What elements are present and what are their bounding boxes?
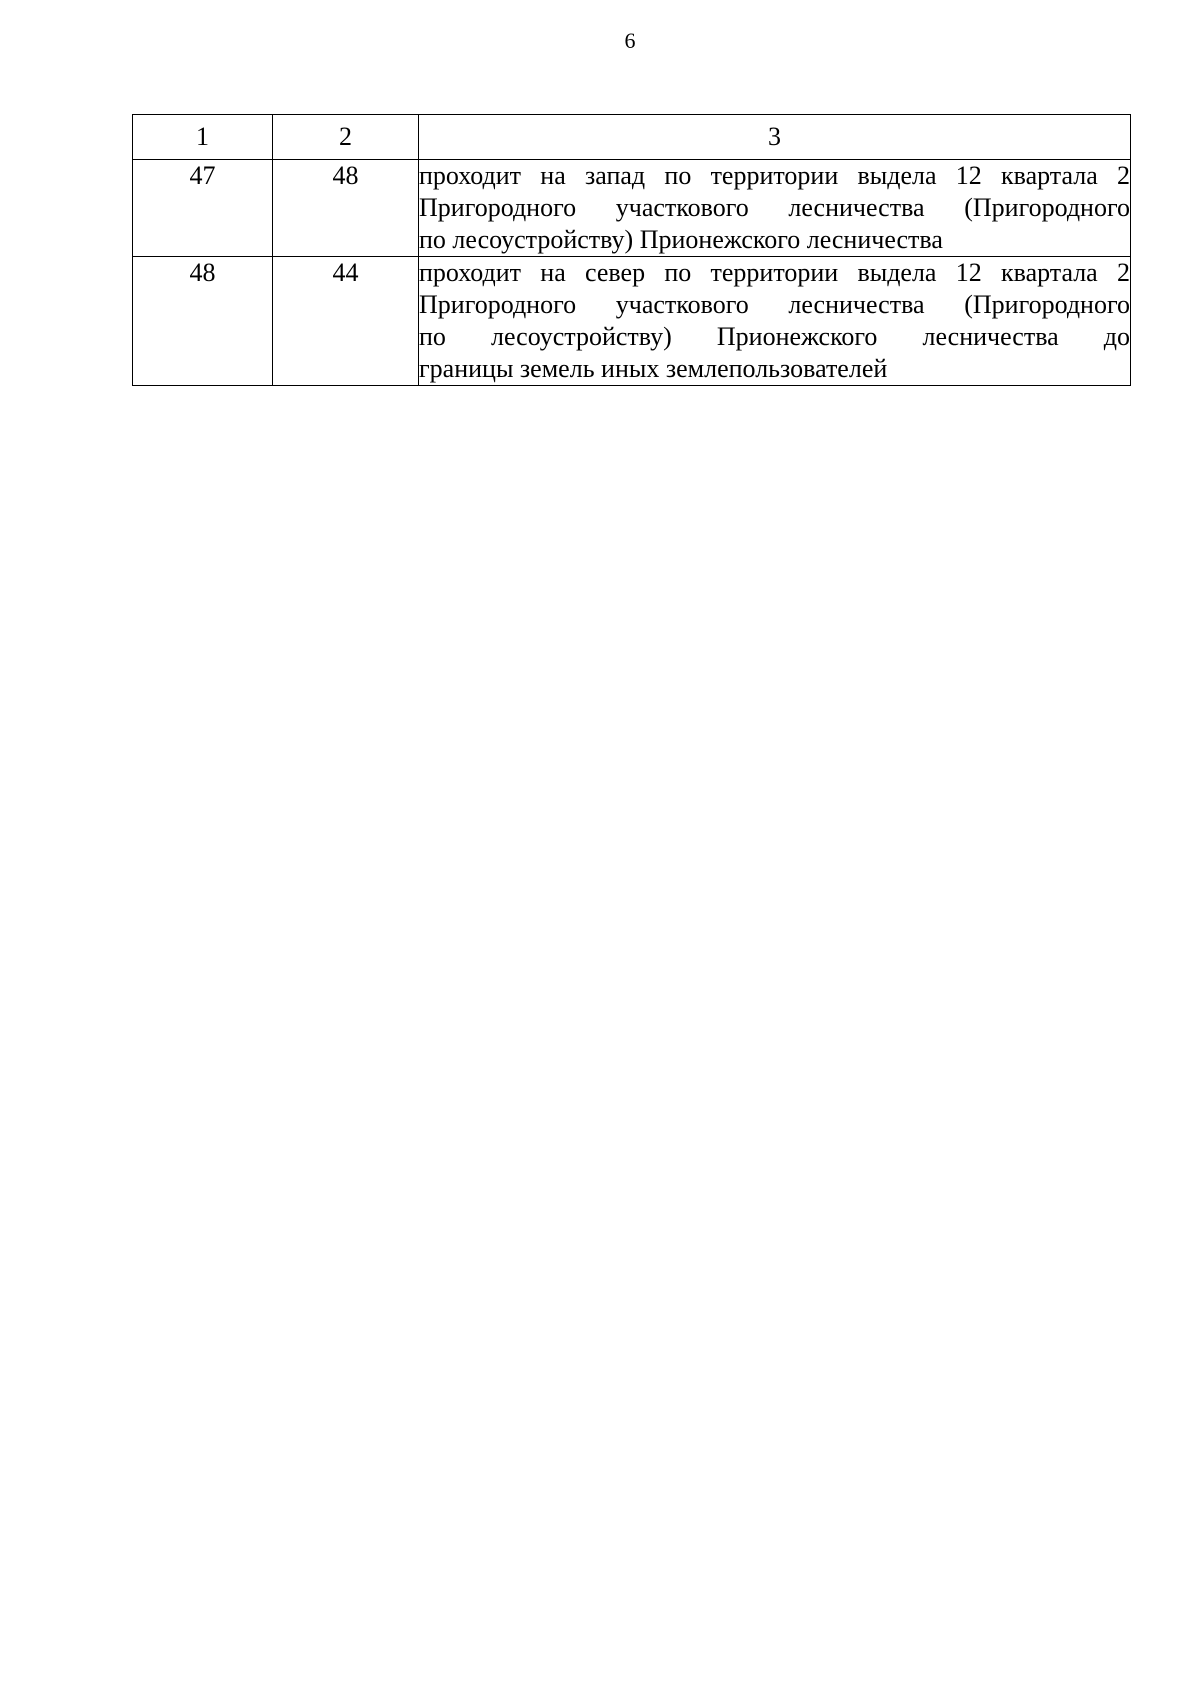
description-line: границы земель иных землепользователей	[419, 354, 888, 383]
point-from-cell: 47	[133, 160, 273, 257]
description-line: Пригородного участкового лесничества (Пригородного	[419, 290, 1130, 319]
table-row	[133, 257, 1131, 386]
description-cell	[419, 160, 1131, 257]
point-to-cell: 48	[273, 160, 419, 257]
point-from-cell: 48	[133, 257, 273, 386]
page-number: 6	[624, 28, 636, 53]
description-cell	[419, 257, 1131, 386]
header-cell-3: 3	[419, 115, 1131, 160]
description-line: проходит на север по территории выдела 12 квартала 2	[419, 258, 1130, 287]
description-line: по лесоустройству) Прионежского лесничества	[419, 225, 943, 254]
description-line: по лесоустройству) Прионежского лесничества до	[419, 322, 1130, 351]
point-to-cell: 44	[273, 257, 419, 386]
description-line: проходит на запад по территории выдела 12 квартала 2	[419, 161, 1130, 190]
header-cell-2: 2	[273, 115, 419, 160]
table-row	[133, 160, 1131, 257]
table-header-row	[133, 115, 1131, 160]
description-line: Пригородного участкового лесничества (Пригородного	[419, 193, 1130, 222]
boundary-table	[132, 114, 1131, 386]
header-cell-1: 1	[133, 115, 273, 160]
